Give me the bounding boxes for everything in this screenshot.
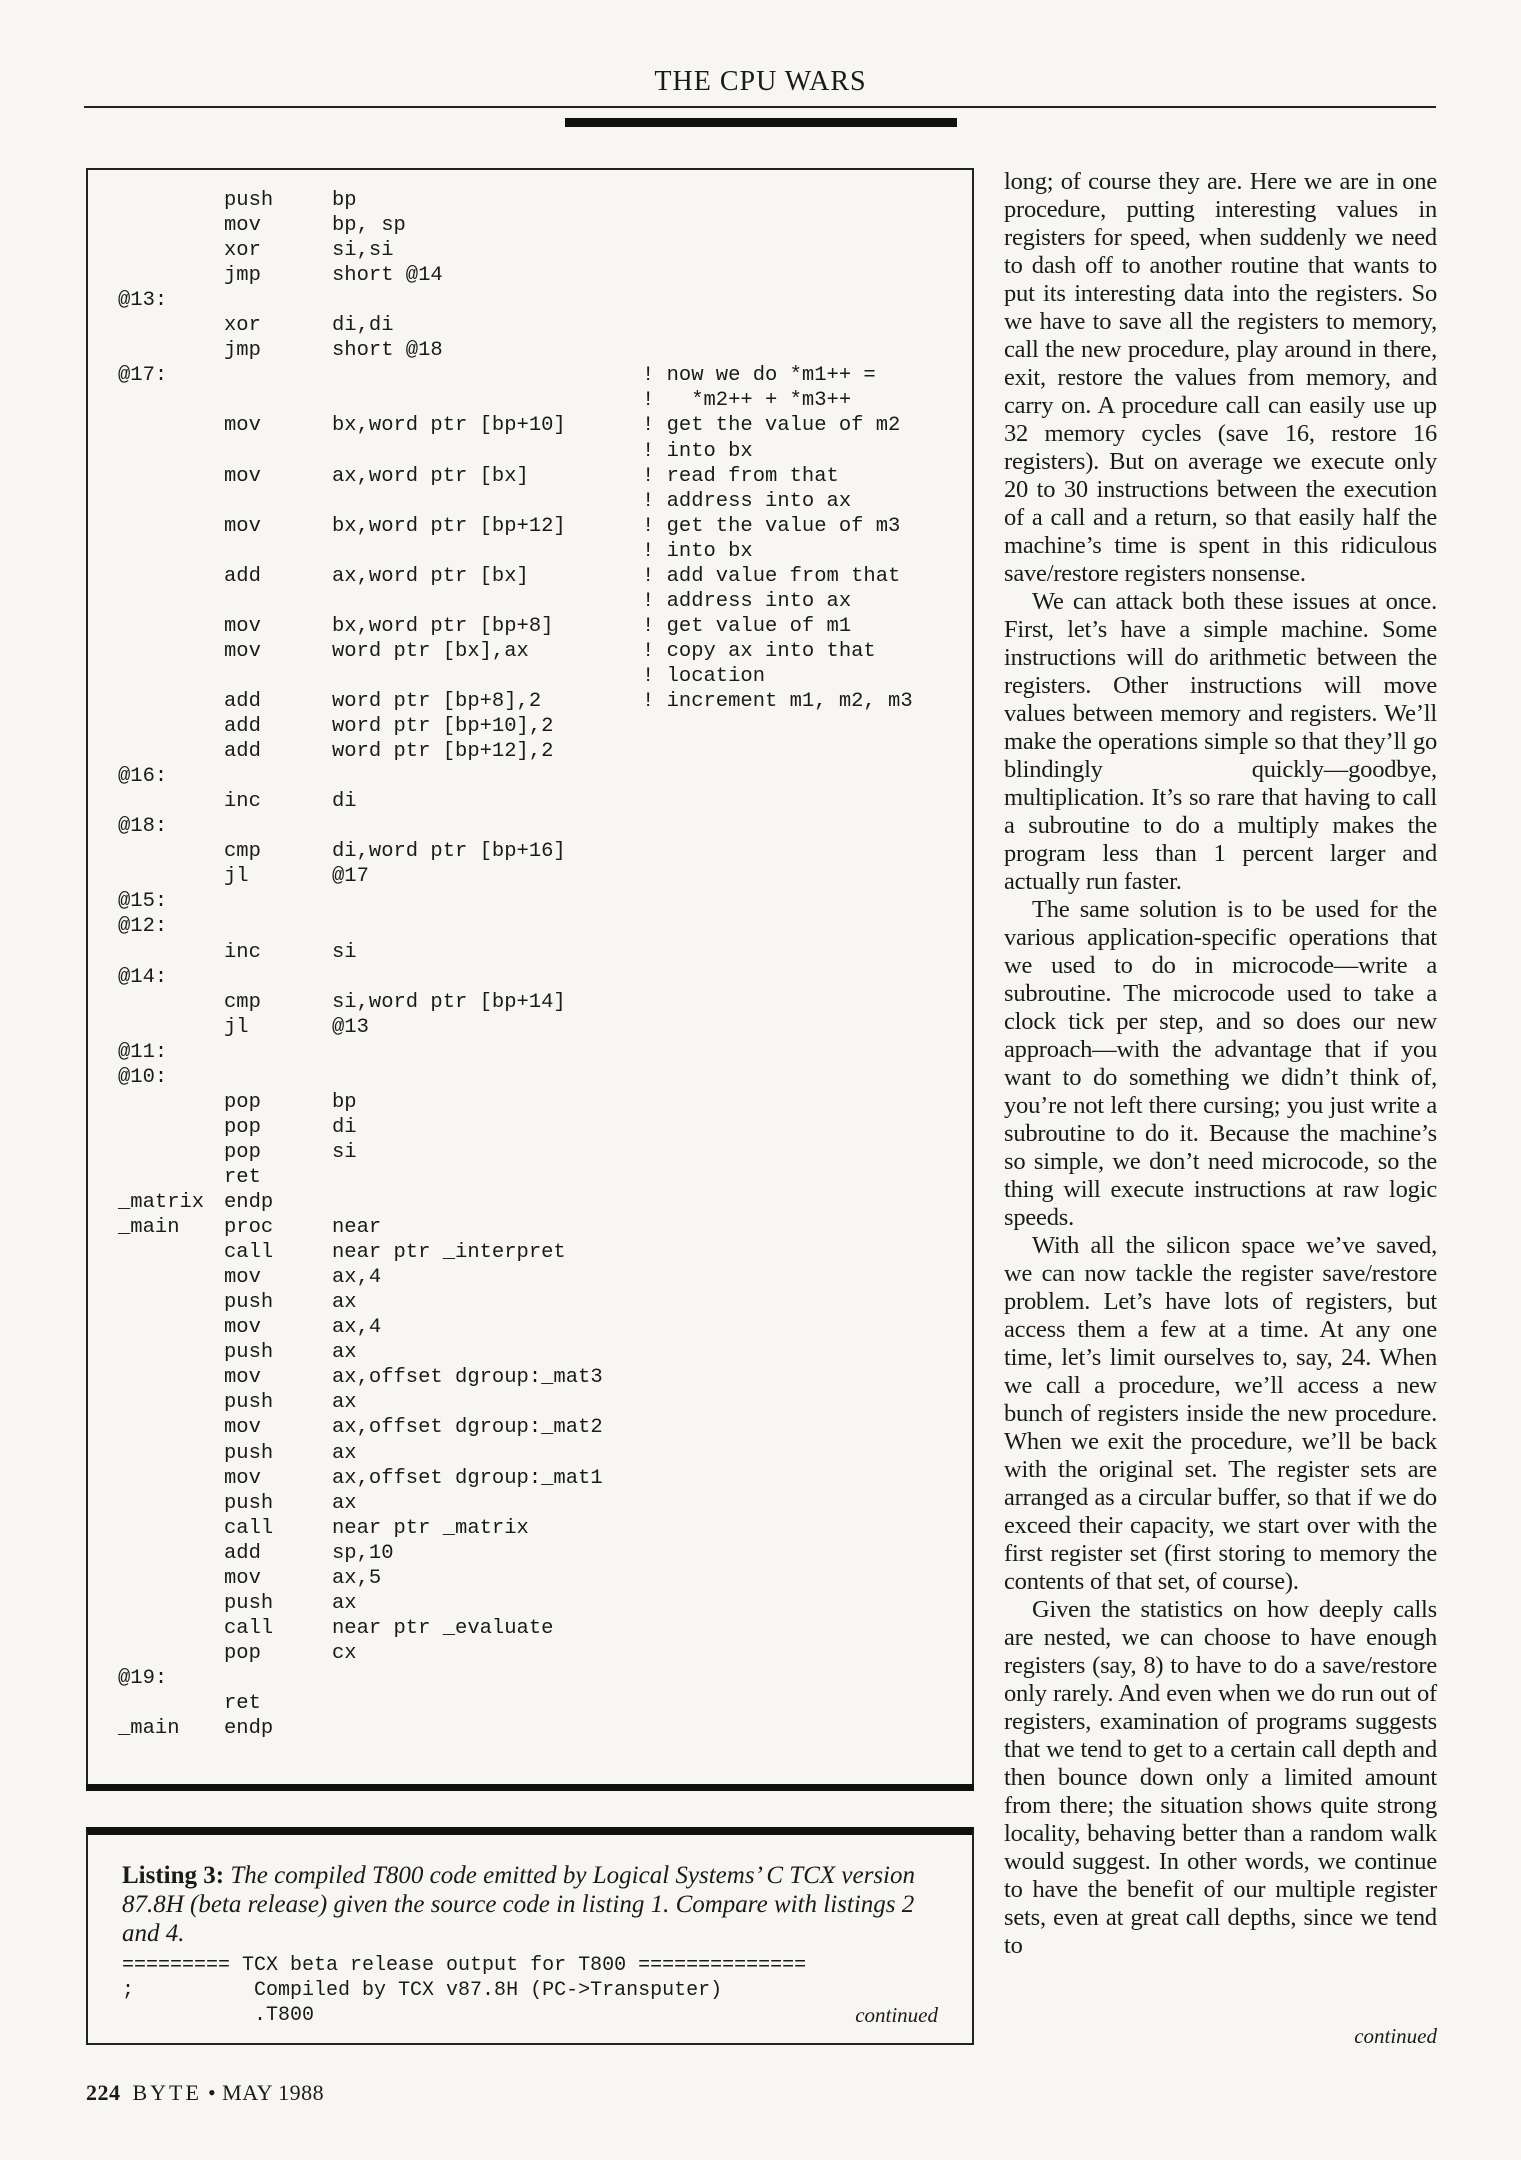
code-opcode: push — [224, 1391, 274, 1415]
code-opcode: push — [224, 189, 274, 212]
code-line — [88, 965, 1088, 990]
code-operand: word ptr [bp+8],2 — [332, 690, 542, 713]
listing-caption — [86, 1827, 974, 2045]
code-operand: ax — [332, 1441, 357, 1465]
code-opcode: inc — [224, 790, 261, 814]
code-line — [88, 288, 1088, 313]
code-operand: di,word ptr [bp+16] — [332, 840, 566, 864]
code-line — [88, 1466, 1088, 1491]
code-comment: ! copy ax into that — [642, 639, 876, 663]
code-operand: bp — [332, 1090, 357, 1114]
code-label: _matrix — [118, 1191, 205, 1214]
code-line — [88, 1541, 1088, 1566]
code-line — [88, 564, 1088, 589]
listing-bottom-rule — [86, 1784, 974, 1791]
caption-label: Listing 3: — [122, 1862, 225, 1889]
code-operand: ax,offset dgroup:_mat1 — [332, 1466, 603, 1490]
code-opcode: xor — [224, 239, 261, 263]
code-operand: ax,word ptr [bx] — [332, 564, 529, 588]
code-operand: @13 — [332, 1015, 369, 1039]
code-line — [88, 363, 1088, 388]
code-comment: ! now we do *m1++ = — [642, 364, 876, 388]
code-label: @19: — [118, 1666, 168, 1690]
tcx-target-line: .T800 — [122, 2004, 315, 2027]
code-line — [88, 864, 1088, 889]
article-continued-note: continued — [1354, 2024, 1437, 2048]
code-operand: si,word ptr [bp+14] — [332, 990, 566, 1014]
code-operand: ax — [332, 1491, 357, 1515]
caption-text — [122, 1861, 942, 1948]
code-line — [88, 889, 1088, 914]
code-opcode: jl — [224, 865, 249, 889]
code-operand: di — [332, 1115, 357, 1139]
code-comment: ! get the value of m3 — [642, 514, 901, 538]
code-operand: si,si — [332, 239, 394, 263]
code-line — [88, 1165, 1088, 1190]
code-comment: ! increment m1, m2, m3 — [642, 690, 913, 713]
code-line — [88, 589, 1088, 614]
code-line — [88, 990, 1088, 1015]
code-label: @17: — [118, 364, 168, 388]
code-opcode: call — [224, 1516, 274, 1540]
running-header: THE CPU WARS — [654, 66, 867, 97]
code-opcode: pop — [224, 1140, 261, 1164]
code-operand: cx — [332, 1641, 357, 1665]
code-operand: bp — [332, 189, 357, 212]
code-line — [88, 213, 1088, 238]
code-operand: ax,5 — [332, 1566, 382, 1590]
code-opcode: pop — [224, 1090, 261, 1114]
listing-continued-note: continued — [855, 2003, 938, 2027]
code-line — [88, 614, 1088, 639]
code-opcode: add — [224, 740, 261, 764]
code-line — [88, 464, 1088, 489]
code-operand: bx,word ptr [bp+12] — [332, 514, 566, 538]
code-operand: @17 — [332, 865, 369, 889]
code-label: @12: — [118, 915, 168, 939]
code-line — [88, 1566, 1088, 1591]
caption-description: The compiled T800 code emitted by Logical Systems’ C TCX version 87.8H (beta release) given the source code in listing 1. Compare with listings 2 and 4. — [122, 1862, 915, 1947]
code-line — [88, 238, 1088, 263]
code-operand: si — [332, 940, 357, 964]
code-opcode: push — [224, 1491, 274, 1515]
code-operand: ax — [332, 1391, 357, 1415]
code-line — [88, 1641, 1088, 1666]
code-line — [88, 338, 1088, 363]
code-opcode: push — [224, 1291, 274, 1315]
code-line — [88, 514, 1088, 539]
code-operand: ax — [332, 1341, 357, 1365]
code-operand: ax,offset dgroup:_mat3 — [332, 1366, 603, 1390]
code-line — [88, 1591, 1088, 1616]
tcx-header-line: ========= TCX beta release output for T800 ============== — [122, 1954, 807, 1977]
code-line — [88, 1190, 1088, 1215]
code-line — [88, 664, 1088, 689]
code-operand: di — [332, 790, 357, 814]
code-operand: near ptr _matrix — [332, 1516, 529, 1540]
code-operand: sp,10 — [332, 1541, 394, 1565]
code-opcode: add — [224, 715, 261, 739]
code-line — [88, 940, 1088, 965]
code-opcode: pop — [224, 1641, 261, 1665]
code-comment: ! get value of m1 — [642, 614, 852, 638]
code-opcode: mov — [224, 1366, 261, 1390]
code-line — [88, 839, 1088, 864]
code-label: @13: — [118, 289, 168, 313]
code-opcode: xor — [224, 314, 261, 338]
code-line — [88, 1340, 1088, 1365]
code-line — [88, 1516, 1088, 1541]
magazine-name: BYTE — [132, 2080, 202, 2105]
code-operand: word ptr [bp+10],2 — [332, 715, 554, 739]
code-line — [88, 1691, 1088, 1716]
code-opcode: mov — [224, 639, 261, 663]
code-opcode: mov — [224, 1416, 261, 1440]
code-opcode: call — [224, 1241, 274, 1265]
code-opcode: cmp — [224, 840, 261, 864]
article-paragraph: We can attack both these issues at once. First, let’s have a simple machine. Some instructions will do arithmetic between the registers. Other instructions will move values between memory and registers. We’ll make the operations simple so that they’ll go blindingly quickly—goodbye, multiplication. It’s so rare that having to call a subroutine to do a multiply makes the program less than 1 percent larger and actually run faster. — [1004, 588, 1437, 895]
code-line — [88, 914, 1088, 939]
issue-date: MAY 1988 — [222, 2080, 325, 2105]
code-opcode: push — [224, 1591, 274, 1615]
code-line — [88, 639, 1088, 664]
article-paragraph: long; of course they are. Here we are in one procedure, putting interesting values in registers for speed, when suddenly we need to dash off to another routine that wants to put its interesting data into the registers. So we have to save all the registers to memory, call the new procedure, play around in there, exit, restore the values from memory, and carry on. A procedure call can easily use up 32 memory cycles (save 16, restore 16 registers). But on average we execute only 20 to 30 instructions between the execution of a call and a return, so that easily half the machine’s time is spent in this ridiculous save/restore registers nonsense. — [1004, 168, 1437, 587]
code-opcode: pop — [224, 1115, 261, 1139]
code-opcode: cmp — [224, 990, 261, 1014]
code-line — [88, 539, 1088, 564]
code-opcode: mov — [224, 414, 261, 438]
code-opcode: mov — [224, 214, 261, 238]
code-opcode: mov — [224, 514, 261, 538]
code-line — [88, 1290, 1088, 1315]
code-opcode: add — [224, 564, 261, 588]
code-line — [88, 188, 1088, 213]
header-rule — [84, 106, 1436, 108]
code-line — [88, 1415, 1088, 1440]
article-paragraph: With all the silicon space we’ve saved, we can now tackle the register save/restore problem. Let’s have lots of registers, but access them a few at a time. At any one time, let’s limit ourselves to, say, 24. When we call a procedure, we’ll access a new bunch of registers inside the new procedure. When we exit the procedure, we’ll be back with the original set. The register sets are arranged as a circular buffer, so that if we do exceed their capacity, we start over with the first register set (first storing to memory the contents of that set, of course). — [1004, 1232, 1437, 1595]
code-line — [88, 739, 1088, 764]
code-opcode: mov — [224, 1466, 261, 1490]
code-opcode: proc — [224, 1216, 274, 1240]
code-opcode: call — [224, 1616, 274, 1640]
code-opcode: add — [224, 690, 261, 713]
code-operand: di,di — [332, 314, 394, 338]
code-operand: short @18 — [332, 339, 443, 363]
code-label: @11: — [118, 1040, 168, 1064]
code-line — [88, 1065, 1088, 1090]
tcx-compiled-line: ; Compiled by TCX v87.8H (PC->Transputer) — [122, 1979, 723, 2002]
code-operand: bp, sp — [332, 214, 406, 238]
code-line — [88, 439, 1088, 464]
code-comment: ! read from that — [642, 464, 839, 488]
code-line — [88, 1115, 1088, 1140]
page-number: 224 — [86, 2080, 121, 2105]
code-label: @14: — [118, 965, 168, 989]
code-opcode: add — [224, 1541, 261, 1565]
code-opcode: ret — [224, 1692, 261, 1715]
code-operand: word ptr [bp+12],2 — [332, 740, 554, 764]
code-comment: ! into bx — [642, 439, 753, 463]
footer-separator: • — [207, 2080, 217, 2105]
code-line — [88, 388, 1088, 413]
code-operand: bx,word ptr [bp+10] — [332, 414, 566, 438]
code-operand: word ptr [bx],ax — [332, 639, 529, 663]
code-line — [88, 764, 1088, 789]
code-comment: ! get the value of m2 — [642, 414, 901, 438]
code-opcode: push — [224, 1441, 274, 1465]
code-opcode: push — [224, 1341, 274, 1365]
code-line — [88, 1716, 1088, 1741]
code-label: @16: — [118, 765, 168, 789]
code-comment: ! into bx — [642, 539, 753, 563]
code-line — [88, 1365, 1088, 1390]
code-opcode: mov — [224, 1266, 261, 1290]
code-operand: ax,offset dgroup:_mat2 — [332, 1416, 603, 1440]
code-label: _main — [118, 1216, 180, 1240]
code-operand: ax,4 — [332, 1266, 382, 1290]
code-line — [88, 313, 1088, 338]
code-opcode: ret — [224, 1165, 261, 1189]
code-opcode: endp — [224, 1191, 274, 1214]
code-opcode: jl — [224, 1015, 249, 1039]
code-line — [88, 1390, 1088, 1415]
code-opcode: jmp — [224, 339, 261, 363]
code-line — [88, 814, 1088, 839]
code-line — [88, 1616, 1088, 1641]
code-operand: ax — [332, 1291, 357, 1315]
code-opcode: jmp — [224, 264, 261, 288]
page-footer — [86, 2080, 324, 2106]
article-column — [1004, 168, 1437, 1960]
code-comment: ! add value from that — [642, 564, 901, 588]
code-line — [88, 1090, 1088, 1115]
code-line — [88, 1315, 1088, 1340]
header-bar — [565, 118, 957, 127]
code-opcode: mov — [224, 1566, 261, 1590]
code-listing — [86, 168, 974, 1788]
code-line — [88, 263, 1088, 288]
code-line — [88, 1666, 1088, 1691]
code-line — [88, 689, 1088, 714]
code-line — [88, 1015, 1088, 1040]
code-operand: bx,word ptr [bp+8] — [332, 614, 554, 638]
code-operand: si — [332, 1140, 357, 1164]
code-opcode: mov — [224, 464, 261, 488]
code-line — [88, 1040, 1088, 1065]
code-opcode: endp — [224, 1717, 274, 1741]
code-line — [88, 1441, 1088, 1466]
code-opcode: mov — [224, 614, 261, 638]
code-label: @15: — [118, 890, 168, 914]
code-operand: near ptr _interpret — [332, 1241, 566, 1265]
code-operand: near ptr _evaluate — [332, 1616, 554, 1640]
code-comment: ! location — [642, 664, 766, 688]
code-line — [88, 1240, 1088, 1265]
article-paragraph: Given the statistics on how deeply calls are nested, we can choose to have enough registers (say, 8) to have to do a save/restore only rarely. And even when we do run out of registers, examination of programs suggests that we tend to get to a certain call depth and then bounce down only a limited amount from there; the situation shows quite strong locality, behaving better than a random walk would suggest. In other words, we continue to have the benefit of our multiple register sets, even at great call depths, since we tend to — [1004, 1596, 1437, 1959]
code-comment: ! address into ax — [642, 489, 852, 513]
code-label: @18: — [118, 815, 168, 839]
code-operand: near — [332, 1216, 382, 1240]
code-operand: ax — [332, 1591, 357, 1615]
code-line — [88, 489, 1088, 514]
code-operand: ax,word ptr [bx] — [332, 464, 529, 488]
code-line — [88, 1491, 1088, 1516]
code-line — [88, 1265, 1088, 1290]
code-comment: ! *m2++ + *m3++ — [642, 389, 852, 413]
code-operand: short @14 — [332, 264, 443, 288]
code-line — [88, 1140, 1088, 1165]
code-label: _main — [118, 1717, 180, 1741]
article-paragraph: The same solution is to be used for the various application-specific operations that we used to do in microcode—write a subroutine. The microcode used to take a clock tick per step, and so does our new approach—with the advantage that if you want to do something we didn’t think of, you’re not left there cursing; you just write a subroutine to do it. Because the machine’s so simple, we don’t need microcode, so the thing will execute instructions at raw logic speeds. — [1004, 896, 1437, 1231]
code-line — [88, 413, 1088, 438]
code-opcode: mov — [224, 1316, 261, 1340]
code-line — [88, 789, 1088, 814]
code-line — [88, 1215, 1088, 1240]
code-label: @10: — [118, 1065, 168, 1089]
code-comment: ! address into ax — [642, 589, 852, 613]
code-operand: ax,4 — [332, 1316, 382, 1340]
code-line — [88, 714, 1088, 739]
code-opcode: inc — [224, 940, 261, 964]
